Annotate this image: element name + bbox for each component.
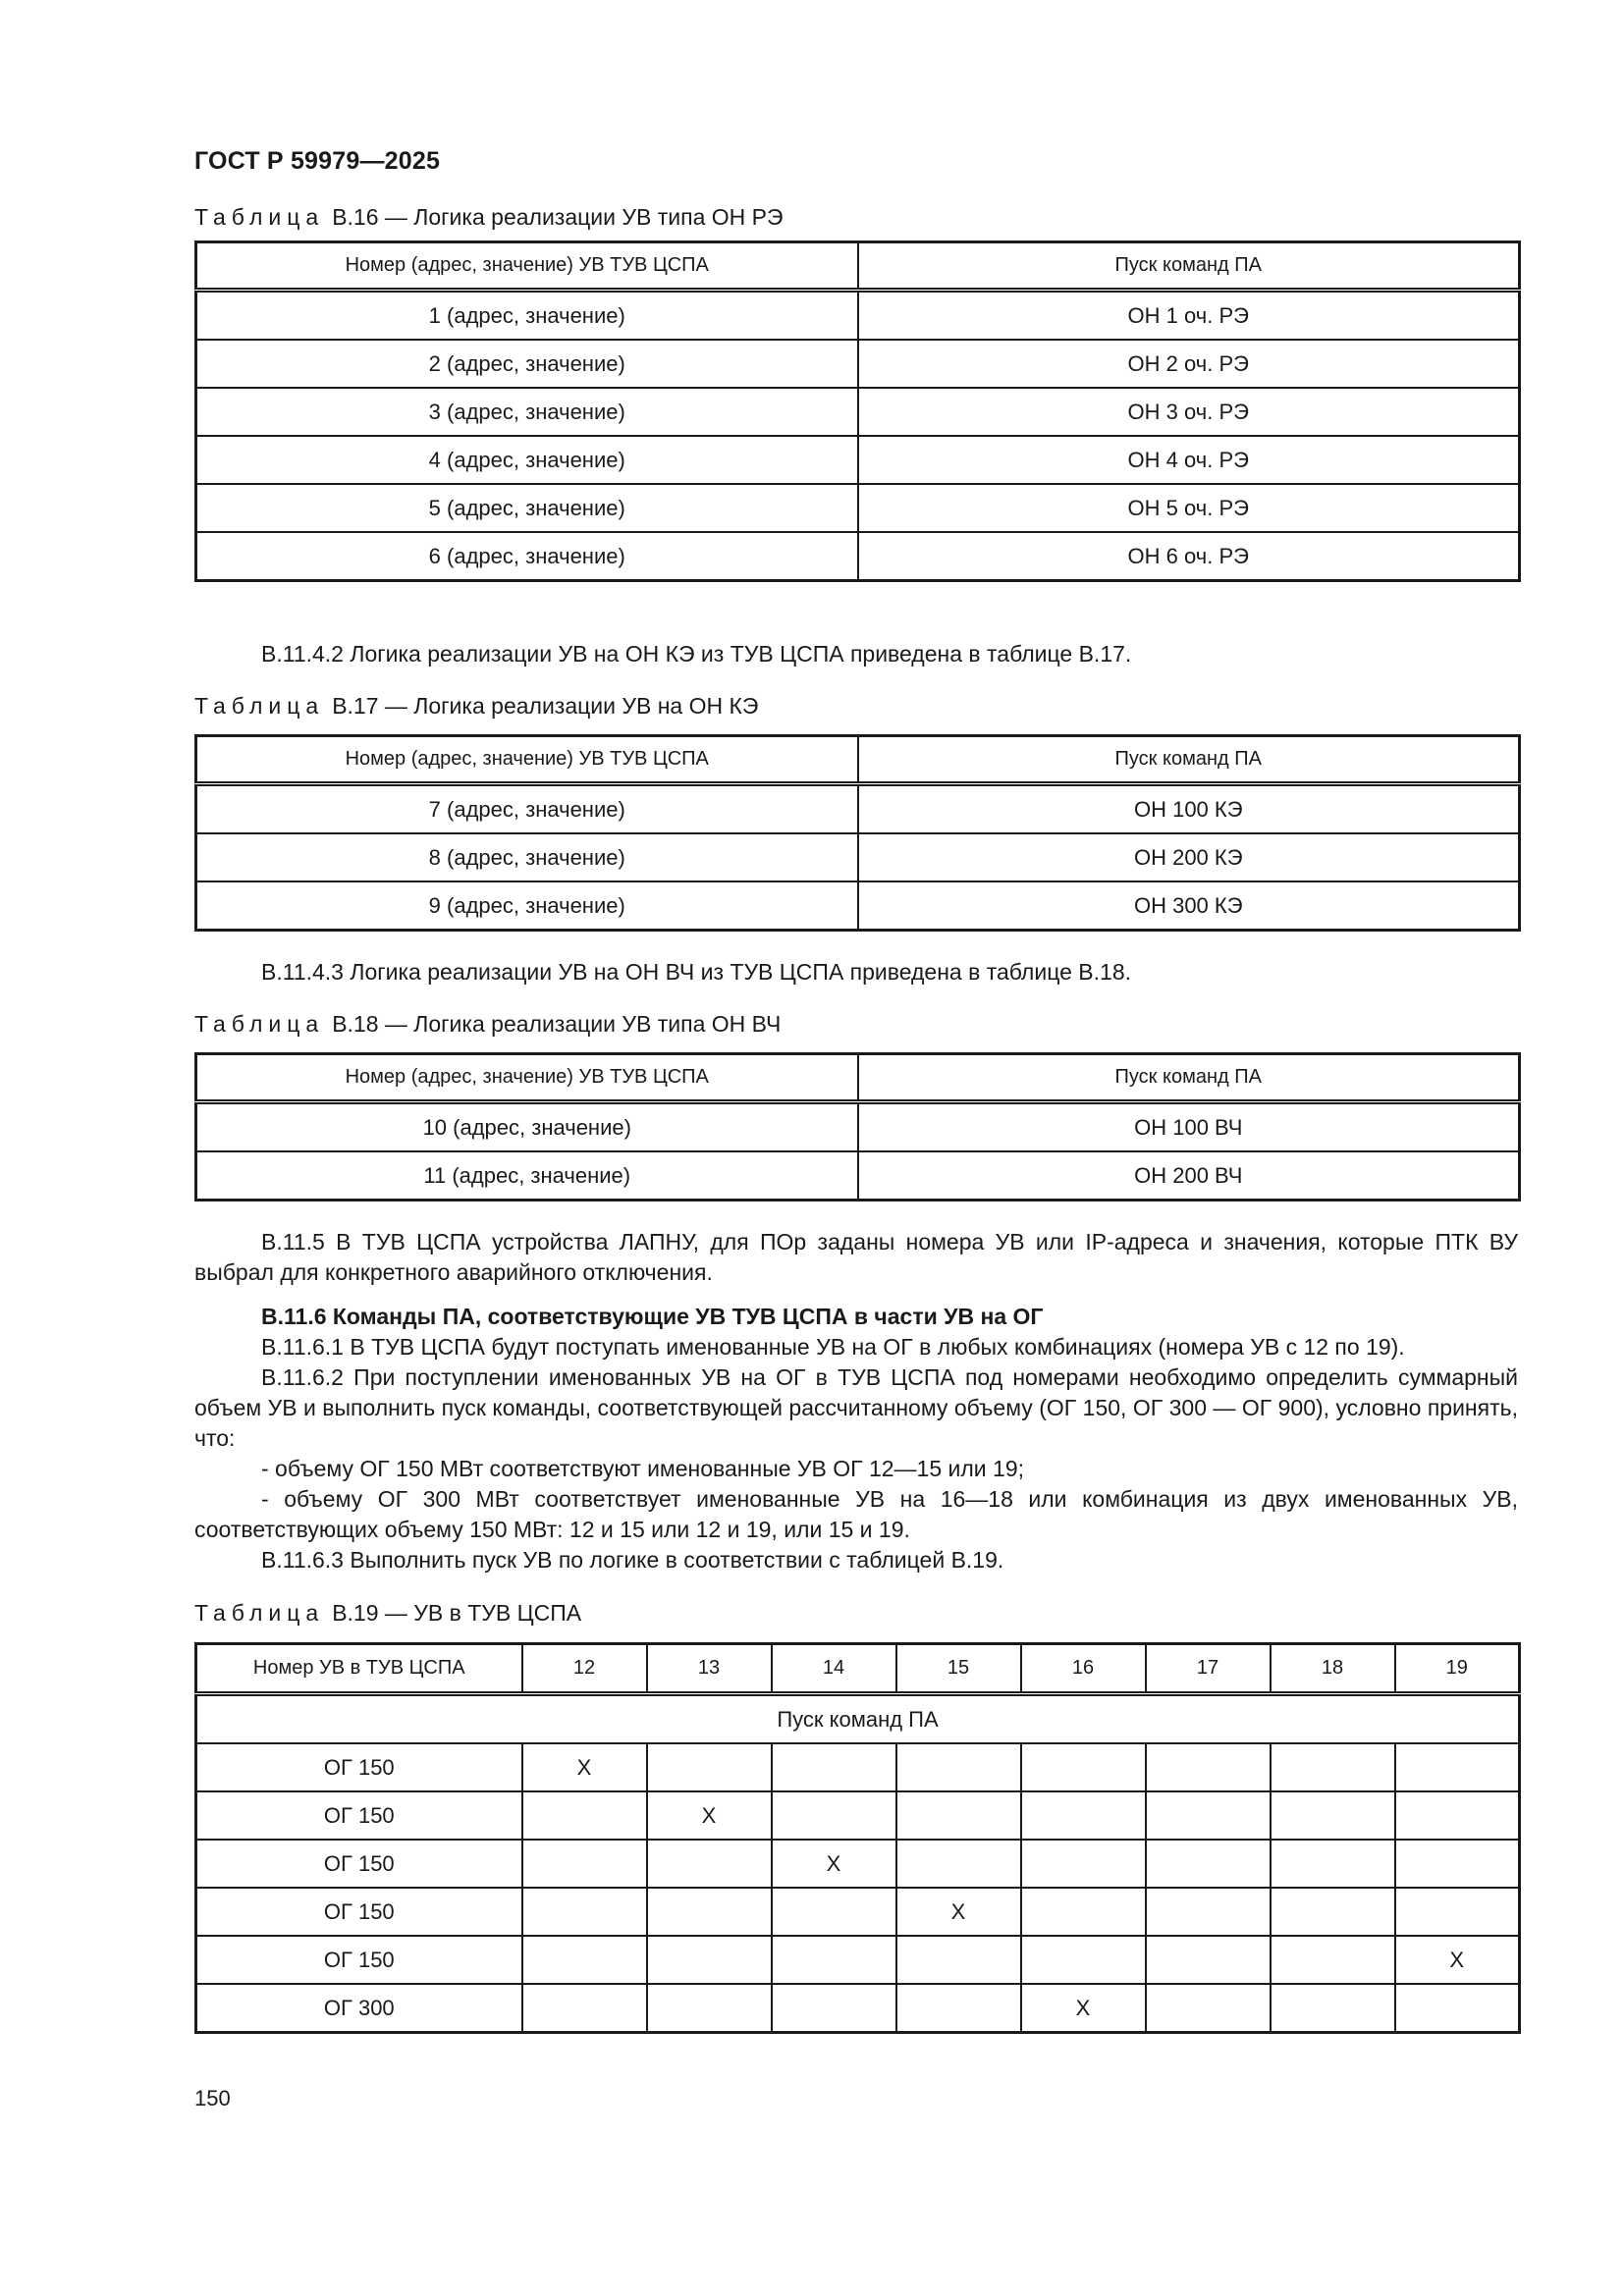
list-item-bullet2: - объему ОГ 300 МВт соответствует именованные УВ на 16—18 или комбинация из двух именованных УВ, соответствующих объему 150 МВт: 12 и 15 или 12 и 19, или 15 и 19. [194,1486,1518,1542]
table-b17 [194,734,1521,932]
table-header-row [196,736,1520,784]
table-header-row [196,1054,1520,1102]
column-header: 14 [772,1644,896,1694]
table-b19 [194,1642,1521,2034]
paragraph-b1142: В.11.4.2 Логика реализации УВ на ОН КЭ из ТУВ ЦСПА приведена в таблице В.17. [261,641,1132,667]
column-header: 12 [522,1644,647,1694]
column-header: Номер (адрес, значение) УВ ТУВ ЦСПА [196,1054,858,1102]
table-row: 4 (адрес, значение) ОН 4 оч. РЭ [196,436,1520,484]
paragraph-b1162: В.11.6.2 При поступлении именованных УВ на ОГ в ТУВ ЦСПА под номерами необходимо определить суммарный объем УВ и выполнить пуск команды, соответствующей рассчитанному объему (ОГ 150, ОГ 300 — ОГ 900), условно принять, что: [194,1364,1518,1451]
column-header: Номер (адрес, значение) УВ ТУВ ЦСПА [196,736,858,784]
table-row: 11 (адрес, значение) ОН 200 ВЧ [196,1151,1520,1201]
table-caption-b19: Таблица В.19 — УВ в ТУВ ЦСПА [194,1600,582,1626]
table-caption-b17: Таблица В.17 — Логика реализации УВ на ОН КЭ [194,693,759,719]
table-row: ОГ 150 X [196,1888,1520,1936]
column-header: 15 [896,1644,1021,1694]
table-row: ОГ 150 X [196,1743,1520,1791]
table-row: 3 (адрес, значение) ОН 3 оч. РЭ [196,388,1520,436]
table-header-row [196,1644,1520,1694]
paragraph-b1161: В.11.6.1 В ТУВ ЦСПА будут поступать именованные УВ на ОГ в любых комбинациях (номера УВ с 12 по 19). [261,1334,1405,1360]
table-row: 10 (адрес, значение) ОН 100 ВЧ [196,1102,1520,1152]
column-header: 19 [1395,1644,1520,1694]
table-caption-b16: Таблица В.16 — Логика реализации УВ типа ОН РЭ [194,204,784,230]
span-label: Пуск команд ПА [196,1694,1520,1744]
paragraph-b1163: В.11.6.3 Выполнить пуск УВ по логике в соответствии с таблицей В.19. [261,1547,1004,1573]
table-row: 6 (адрес, значение) ОН 6 оч. РЭ [196,532,1520,581]
section-heading-b116: В.11.6 Команды ПА, соответствующие УВ ТУВ ЦСПА в части УВ на ОГ [261,1304,1044,1329]
table-b16 [194,240,1521,582]
paragraph-b115: В.11.5 В ТУВ ЦСПА устройства ЛАПНУ, для ПОр заданы номера УВ или IP-адреса и значения, которые ПТК ВУ выбрал для конкретного аварийного отключения. [194,1229,1518,1285]
table-row: 7 (адрес, значение) ОН 100 КЭ [196,784,1520,834]
table-row: ОГ 300 X [196,1984,1520,2033]
table-row: 1 (адрес, значение) ОН 1 оч. РЭ [196,291,1520,341]
list-item-bullet1: - объему ОГ 150 МВт соответствуют именованные УВ ОГ 12—15 или 19; [261,1456,1025,1481]
table-row: 5 (адрес, значение) ОН 5 оч. РЭ [196,484,1520,532]
column-header: Номер УВ в ТУВ ЦСПА [196,1644,522,1694]
document-code: ГОСТ Р 59979—2025 [194,147,441,175]
column-header: 17 [1146,1644,1271,1694]
table-b18 [194,1052,1521,1201]
table-row: ОГ 150 X [196,1791,1520,1840]
column-header: Номер (адрес, значение) УВ ТУВ ЦСПА [196,242,858,291]
table-row: ОГ 150 X [196,1840,1520,1888]
column-header: Пуск команд ПА [858,242,1520,291]
table-row: 2 (адрес, значение) ОН 2 оч. РЭ [196,340,1520,388]
column-header: Пуск команд ПА [858,1054,1520,1102]
paragraph-b1143: В.11.4.3 Логика реализации УВ на ОН ВЧ из ТУВ ЦСПА приведена в таблице В.18. [261,959,1131,985]
table-row: ОГ 150 X [196,1936,1520,1984]
table-row: 9 (адрес, значение) ОН 300 КЭ [196,881,1520,931]
column-header: 18 [1271,1644,1395,1694]
page-number: 150 [194,2086,231,2110]
column-header: 13 [647,1644,772,1694]
table-header-row [196,242,1520,291]
column-header: 16 [1021,1644,1146,1694]
table-span-row [196,1694,1520,1744]
table-row: 8 (адрес, значение) ОН 200 КЭ [196,833,1520,881]
table-caption-b18: Таблица В.18 — Логика реализации УВ типа ОН ВЧ [194,1011,782,1037]
column-header: Пуск команд ПА [858,736,1520,784]
